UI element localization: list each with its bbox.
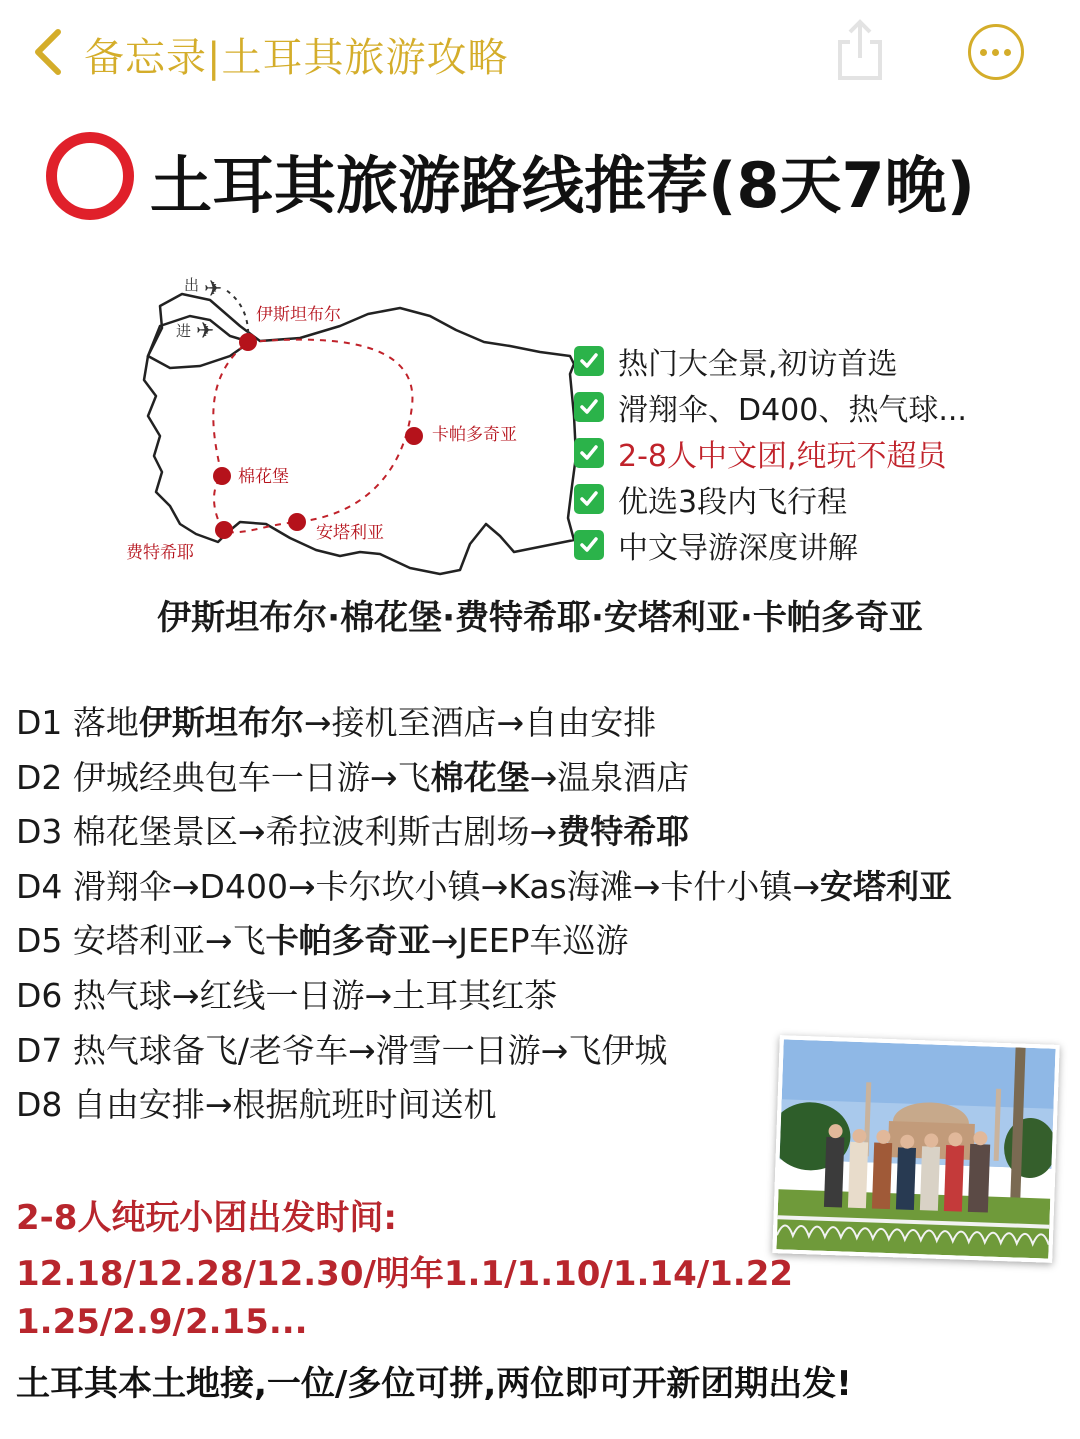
- departures-line-2: 1.25/2.9/2.15...: [16, 1302, 308, 1342]
- headline: [46, 128, 1076, 222]
- day-label: D5: [16, 921, 63, 961]
- itinerary-day: [16, 698, 1076, 753]
- check-icon: [574, 484, 604, 514]
- group-photo: [772, 1035, 1059, 1263]
- day-label: D3: [16, 812, 63, 852]
- day-label: D4: [16, 866, 63, 906]
- feature-text: 中文导游深度讲解: [618, 531, 858, 566]
- label-pamukkale: 棉花堡: [238, 467, 289, 487]
- share-button[interactable]: [832, 18, 888, 82]
- day-label: D6: [16, 975, 63, 1015]
- departures-line-1: 12.18/12.28/12.30/明年1.1/1.10/1.14/1.22: [16, 1254, 794, 1294]
- stop-cappadocia: [405, 427, 423, 445]
- more-dot: [992, 49, 999, 56]
- itinerary-day: [16, 807, 1076, 862]
- day-label: D7: [16, 1030, 63, 1070]
- day-text: 滑翔伞→D400→卡尔坎小镇→Kas海滩→卡什小镇→: [72, 866, 821, 906]
- check-icon: [574, 438, 604, 468]
- check-icon: [574, 346, 604, 376]
- feature-list: [574, 338, 1044, 568]
- day-label: D1: [16, 703, 63, 742]
- route-path: [213, 340, 412, 533]
- day-text: →JEEP车巡游: [430, 921, 629, 961]
- day-text: 自由安排→根据航班时间送机: [72, 1085, 497, 1125]
- day-text: 安塔利亚→飞: [72, 921, 266, 961]
- feature-item: [574, 430, 1044, 476]
- day-highlight: 棉花堡: [430, 757, 530, 797]
- day-text: 棉花堡景区→希拉波利斯古剧场→: [72, 812, 558, 852]
- itinerary-day: [16, 916, 1076, 971]
- flight-in-label: 进: [176, 322, 192, 340]
- feature-text: 优选3段内飞行程: [618, 485, 848, 520]
- day-label: D8: [16, 1085, 63, 1125]
- cities-line: 伊斯坦布尔·棉花堡·费特希耶·安塔利亚·卡帕多奇亚: [157, 598, 923, 638]
- label-istanbul: 伊斯坦布尔: [256, 305, 341, 325]
- more-dot: [1004, 49, 1011, 56]
- day-text: 热气球备飞/老爷车→滑雪一日游→飞伊城: [72, 1030, 668, 1070]
- itinerary-day: [16, 971, 1076, 1026]
- more-dot: [980, 49, 987, 56]
- stop-pamukkale: [213, 467, 231, 485]
- stop-antalya: [288, 513, 306, 531]
- feature-item: [574, 476, 1044, 522]
- departures-title: 2-8人纯玩小团出发时间:: [16, 1198, 398, 1238]
- day-highlight: 伊斯坦布尔: [138, 703, 304, 742]
- label-cappadocia: 卡帕多奇亚: [432, 425, 517, 445]
- label-fethiye: 费特希耶: [126, 543, 194, 563]
- route-map: [100, 256, 580, 586]
- red-circle-icon: [46, 132, 134, 220]
- day-text: →接机至酒店→自由安排: [303, 703, 657, 742]
- flight-out-label: 出: [184, 276, 200, 294]
- feature-item: [574, 384, 1044, 430]
- feature-text: 2-8人中文团,纯玩不超员: [618, 439, 947, 474]
- day-highlight: 安塔利亚: [820, 866, 953, 906]
- day-text: 伊城经典包车一日游→飞: [72, 757, 431, 797]
- feature-text: 热门大全景,初访首选: [618, 347, 898, 382]
- departures-note: 土耳其本土地接,一位/多位可拼,两位即可开新团期出发!: [16, 1364, 852, 1404]
- plane-in-icon: ✈: [196, 319, 215, 344]
- day-highlight: 费特希耶: [557, 812, 690, 852]
- itinerary-day: [16, 753, 1076, 808]
- stop-fethiye: [215, 521, 233, 539]
- group-photo-image: [776, 1039, 1055, 1258]
- headline-text: 土耳其旅游路线推荐(8天7晚): [150, 149, 975, 222]
- feature-item: [574, 338, 1044, 384]
- feature-item: [574, 522, 1044, 568]
- label-antalya: 安塔利亚: [316, 523, 384, 543]
- nav-bar: [0, 0, 1080, 110]
- back-button[interactable]: [28, 24, 68, 80]
- check-icon: [574, 530, 604, 560]
- stop-istanbul: [239, 333, 257, 351]
- chevron-left-icon: [28, 24, 68, 80]
- day-text: →温泉酒店: [529, 757, 690, 797]
- itinerary-day: [16, 862, 1076, 917]
- day-label: D2: [16, 757, 63, 797]
- day-text: 热气球→红线一日游→土耳其红茶: [72, 975, 558, 1015]
- check-icon: [574, 392, 604, 422]
- day-highlight: 卡帕多奇亚: [265, 921, 431, 961]
- nav-title: 备忘录|土耳其旅游攻略: [84, 35, 509, 81]
- plane-out-icon: ✈: [204, 277, 223, 302]
- share-icon: [832, 18, 888, 82]
- day-text: 落地: [72, 703, 139, 742]
- more-button[interactable]: [968, 24, 1024, 80]
- feature-text: 滑翔伞、D400、热气球...: [618, 393, 967, 428]
